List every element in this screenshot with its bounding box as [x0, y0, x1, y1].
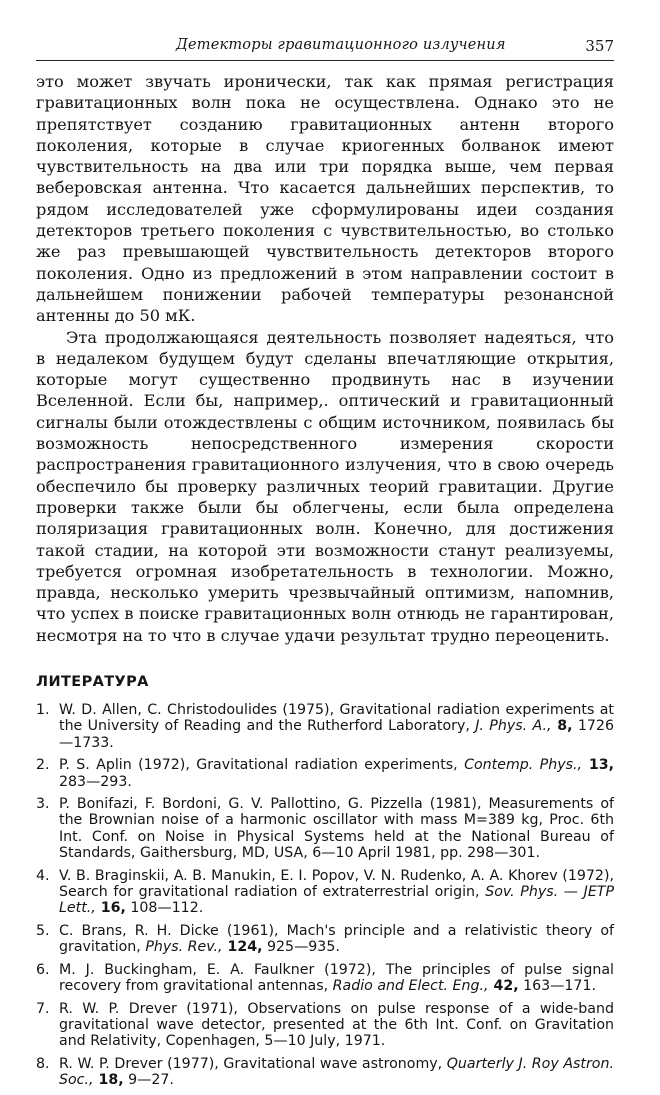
body-text [36, 71, 614, 646]
page-number: 357 [585, 37, 614, 55]
reference-volume: 124, [222, 939, 263, 956]
reference-journal: Phys. Rev., [145, 939, 223, 956]
reference-journal: J. Phys. A., [475, 718, 552, 735]
reference-item [36, 868, 614, 917]
reference-pages: 925—935. [262, 939, 340, 956]
reference-item [36, 923, 614, 956]
running-title: Детекторы гравитационного излучения [176, 37, 506, 53]
reference-list [36, 702, 614, 1089]
reference-number: 2. [36, 757, 50, 774]
reference-number: 3. [36, 796, 50, 813]
reference-journal: Contemp. Phys., [464, 757, 583, 774]
book-page [36, 32, 614, 1095]
reference-journal: Quarterly J. Roy Astron. Soc., [59, 1055, 614, 1089]
references-title: ЛИТЕРАТУРА [36, 674, 149, 691]
reference-number: 5. [36, 922, 50, 939]
reference-number: 6. [36, 961, 50, 978]
reference-text: W. D. Allen, C. Christodoulides (1975), Gravitational radiation experiments at the University of Reading and the Rutherford Laboratory, [59, 702, 614, 735]
reference-pages: 163—171. [518, 978, 596, 995]
reference-volume: 42, [488, 978, 519, 995]
reference-item [36, 1056, 614, 1089]
reference-volume: 18, [93, 1072, 124, 1089]
page-header [36, 32, 614, 61]
reference-number: 1. [36, 702, 50, 719]
reference-pages: 9—27. [123, 1072, 174, 1089]
reference-number: 8. [36, 1055, 50, 1072]
reference-item [36, 796, 614, 862]
reference-journal: Sov. Phys. — JETP Lett., [59, 884, 614, 917]
reference-text: V. B. Braginskii, A. B. Manukin, E. I. Popov, V. N. Rudenko, A. A. Khorev (1972), Search for gravitational radiation of extraterrestrial origin, [59, 867, 614, 901]
reference-item [36, 757, 614, 790]
reference-text: C. Brans, R. H. Dicke (1961), Mach's principle and a relativistic theory of gravitation, [59, 922, 614, 956]
paragraph: это может звучать иронически, так как прямая регистрация гравитационных волн пока не осуществлена. Однако это не препятствует созданию гравитационных антенн второго поколения, которые в случае криогенных болванок имеют чувствительность на два или три порядка выше, чем первая веберовская антенна. Что касается дальнейших перспектив, то рядом исследователей уже сформулированы идеи создания детекторов третьего поколения с чувствительностью, во столько же раз превышающей чувствительность детекторов второго поколения. Одно из предложений в этом направлении состоит в дальнейшем понижении рабочей температуры резонансной антенны до 50 мК. [36, 72, 614, 326]
reference-item [36, 1001, 614, 1050]
reference-item [36, 702, 614, 751]
paragraph: Эта продолжающаяся деятельность позволяет надеяться, что в недалеком будущем будут сделаны впечатляющие открытия, которые могут существенно продвинуть нас в изучении Вселенной. Если бы, например,. оптический и гравитационный сигналы были отождествлены с общим источником, появилась бы возможность непосредственного измерения скорости распространения гравитационного излучения, что в свою очередь обеспечило бы проверку различных теорий гравитации. Другие проверки также были бы облегчены, если была определена поляризация гравитационных волн. Конечно, для достижения такой стадии, на которой эти возможности станут реализуемы, требуется огромная изобретательность в технологии. Можно, правда, несколько умерить чрезвычайный оптимизм, напомнив, что успех в поиске гравитационных волн отнюдь не гарантирован, несмотря на то что в случае удачи результат трудно переоценить. [36, 327, 614, 645]
reference-text: R. W. P. Drever (1971), Observations on pulse response of a wide-band gravitational wave detector, presented at the 6th Int. Conf. on Gravitation and Relativity, Copenhagen, 5—10 July, 1971. [59, 1000, 614, 1050]
reference-volume: 8, [551, 718, 573, 735]
reference-pages: 1726—1733. [59, 718, 614, 751]
reference-volume: 16, [95, 900, 126, 917]
reference-text: P. S. Aplin (1972), Gravitational radiation experiments, [59, 757, 465, 774]
reference-number: 7. [36, 1000, 50, 1017]
reference-number: 4. [36, 867, 50, 884]
reference-item [36, 962, 614, 995]
reference-text: P. Bonifazi, F. Bordoni, G. V. Pallottino, G. Pizzella (1981), Measurements of the Brownian noise of a harmonic oscillator with mass M=389 kg, Proc. 6th Int. Conf. on Noise in Physical Systems held at the National Bureau of Standards, Gaithersburg, MD, USA, 6—10 April 1981, pp. 298—301. [59, 796, 614, 862]
reference-pages: 108—112. [125, 900, 204, 917]
reference-journal: Radio and Elect. Eng., [332, 978, 489, 995]
reference-pages: 283—293. [59, 773, 132, 790]
reference-text: R. W. P. Drever (1977), Gravitational wave astronomy, [59, 1055, 447, 1072]
reference-text: M. J. Buckingham, E. A. Faulkner (1972), The principles of pulse signal recovery from gravitational antennas, [59, 961, 614, 995]
reference-volume: 13, [582, 757, 615, 774]
